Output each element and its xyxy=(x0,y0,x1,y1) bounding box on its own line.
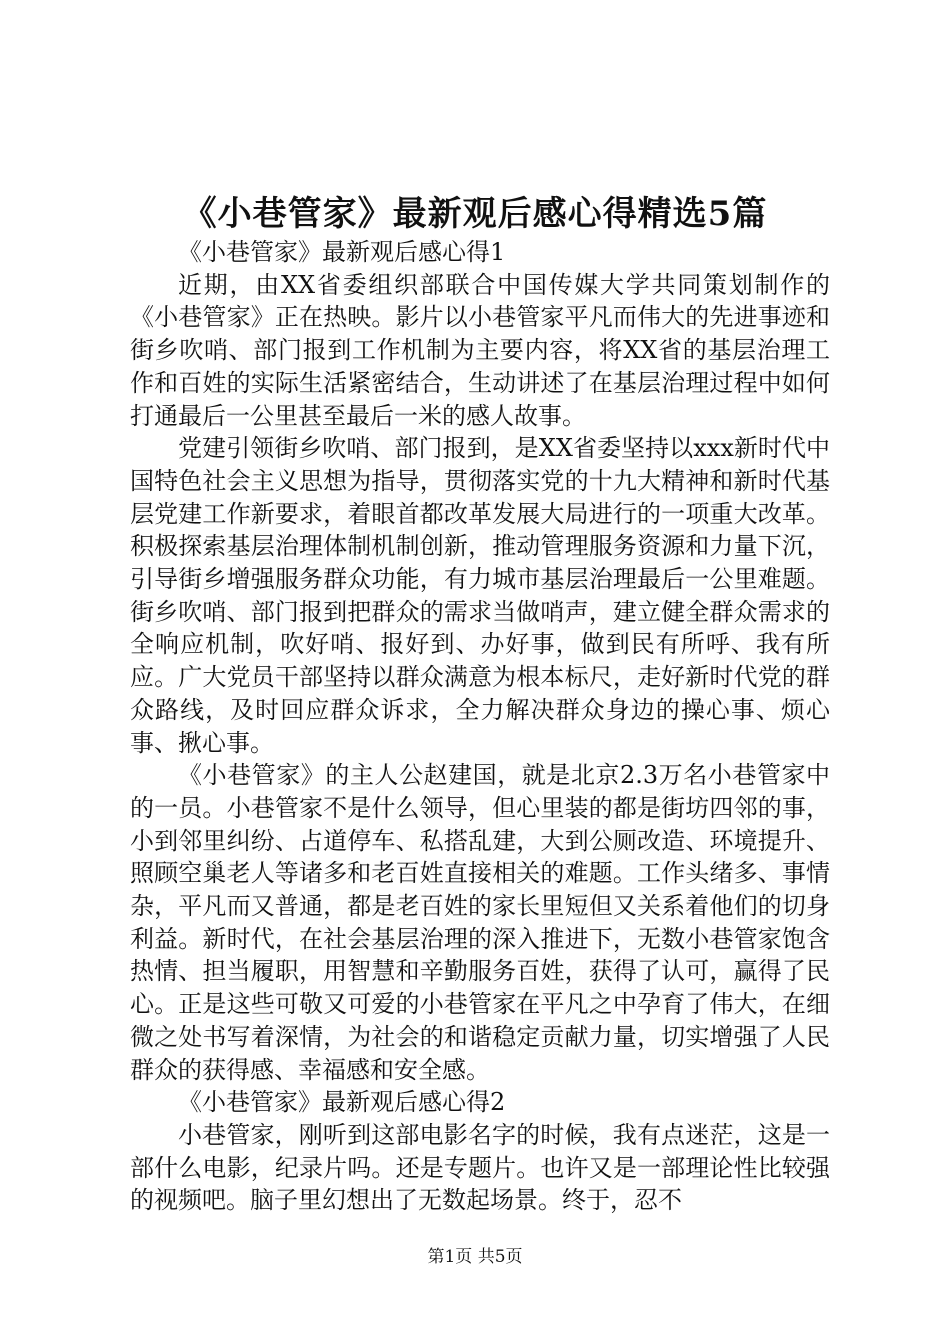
section-heading-1: 《小巷管家》最新观后感心得1 xyxy=(178,238,506,266)
page-footer: 第1页 共5页 xyxy=(427,1247,523,1267)
paragraph-4: 小巷管家，刚听到这部电影名字的时候，我有点迷茫，这是一部什么电影，纪录片吗。还是专题片。也许又是一部理论性比较强的视频吧。脑子里幻想出了无数起场景。终于，忍不 xyxy=(130,1120,830,1215)
paragraph-2: 党建引领街乡吹哨、部门报到，是XX省委坚持以xxx新时代中国特色社会主义思想为指导，贯彻落实党的十九大精神和新时代基层党建工作新要求，着眼首都改革发展大局进行的一项重大改革。积极探索基层治理体制机制创新，推动管理服务资源和力量下沉，引导街乡增强服务群众功能，有力城市基层治理最后一公里难题。街乡吹哨、部门报到把群众的需求当做哨声，建立健全群众需求的全响应机制，吹好哨、报好到、办好事，做到民有所呼、我有所应。广大党员干部坚持以群众满意为根本标尺，走好新时代党的群众路线，及时回应群众诉求，全力解决群众身边的操心事、烦心事、揪心事。 xyxy=(130,434,830,757)
paragraph-3: 《小巷管家》的主人公赵建国，就是北京2.3万名小巷管家中的一员。小巷管家不是什么领导，但心里装的都是街坊四邻的事，小到邻里纠纷、占道停车、私搭乱建，大到公厕改造、环境提升、照顾空巢老人等诸多和老百姓直接相关的难题。工作头绪多、事情杂，平凡而又普通，都是老百姓的家长里短但又关系着他们的切身利益。新时代，在社会基层治理的深入推进下，无数小巷管家饱含热情、担当履职，用智慧和辛勤服务百姓，获得了认可，赢得了民心。正是这些可敬又可爱的小巷管家在平凡之中孕育了伟大，在细微之处书写着深情，为社会的和谐稳定贡献力量，切实增强了人民群众的获得感、幸福感和安全感。 xyxy=(130,761,830,1084)
document-body xyxy=(130,236,830,1217)
document-title: 《小巷管家》最新观后感心得精选5篇 xyxy=(182,194,768,234)
section-heading-2: 《小巷管家》最新观后感心得2 xyxy=(178,1088,506,1117)
paragraph-1: 近期，由XX省委组织部联合中国传媒大学共同策划制作的《小巷管家》正在热映。影片以小巷管家平凡而伟大的先进事迹和街乡吹哨、部门报到工作机制为主要内容，将XX省的基层治理工作和百姓的实际生活紧密结合，生动讲述了在基层治理过程中如何打通最后一公里甚至最后一米的感人故事。 xyxy=(130,270,830,430)
